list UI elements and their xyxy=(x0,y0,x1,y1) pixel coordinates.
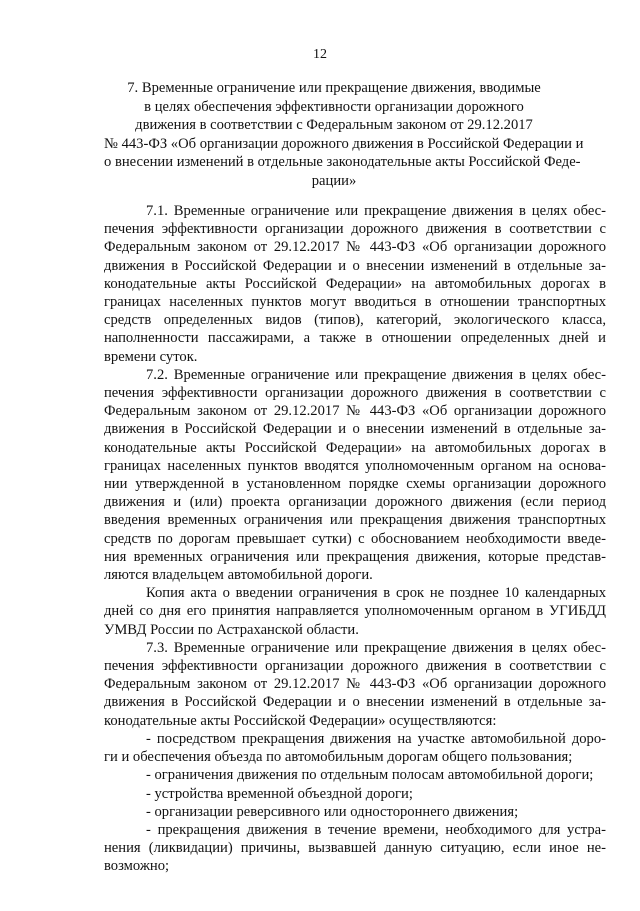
paragraph-7-2 xyxy=(104,366,606,584)
paragraph-act-copy xyxy=(104,584,606,639)
text-line: ния временных ограничения или прекращения движения, которые представ- xyxy=(104,548,606,565)
document-body xyxy=(104,202,606,876)
text-line: нии утвержденной в установленном порядке схемы организации дорожного xyxy=(104,476,606,493)
text-line: печения эффективности организации дорожного движения в соответствии с xyxy=(104,385,606,402)
text-line: ляются владельцем автомобильной дороги. xyxy=(104,567,373,584)
list-item xyxy=(104,766,606,784)
text-line: дней со дня его принятия направляется уполномоченным органом в УГИБДД xyxy=(104,603,606,620)
page-number: 12 xyxy=(313,47,327,62)
list-item xyxy=(104,730,606,766)
text-line: УМВД России по Астраханской области. xyxy=(104,621,359,638)
text-line: движения и (или) проекта организации дорожного движения (если период xyxy=(104,494,606,511)
text-line: конодательные акты Российской Федерации» на автомобильных дорогах в xyxy=(104,275,606,292)
text-line: печения эффективности организации дорожного движения в соответствии с xyxy=(104,221,606,238)
heading-line: рации» xyxy=(311,172,357,189)
text-line: введения временных ограничения или прекращения движения транспортных xyxy=(104,512,606,529)
text-line: движения в Российской Федерации и о внесении изменений в отдельные за- xyxy=(104,257,606,274)
text-line: Копия акта о введении ограничения в срок не позднее 10 календарных xyxy=(146,585,606,602)
paragraph-7-3 xyxy=(104,639,606,730)
text-line: 7.1. Временные ограничение или прекращение движения в целях обес- xyxy=(146,203,606,219)
text-line: движения в Российской Федерации и о внесении изменений в отдельные за- xyxy=(104,694,606,711)
text-line: - организации реверсивного или одностороннего движения; xyxy=(146,803,519,820)
text-line: печения эффективности организации дорожного движения в соответствии с xyxy=(104,658,606,675)
text-line: - прекращения движения в течение времени, необходимого для устра- xyxy=(146,821,606,838)
heading-line: 7. Временные ограничение или прекращение движения, вводимые xyxy=(127,80,541,96)
text-line: движения в Российской Федерации и о внесении изменений в отдельные за- xyxy=(104,421,606,438)
text-line: Федеральным законом от 29.12.2017 № 443-ФЗ «Об организации дорожного xyxy=(104,676,606,693)
heading-line: в целях обеспечения эффективности организации дорожного xyxy=(144,98,524,115)
text-line: Федеральным законом от 29.12.2017 № 443-ФЗ «Об организации дорожного xyxy=(104,403,606,420)
list-item xyxy=(104,785,606,803)
text-line: - ограничения движения по отдельным полосам автомобильной дороги; xyxy=(146,767,594,784)
text-line: возможно; xyxy=(104,858,170,875)
heading-line: о внесении изменений в отдельные законодательные акты Российской Феде- xyxy=(104,154,581,171)
text-line: конодательные акты Российской Федерации» на автомобильных дорогах в xyxy=(104,439,606,456)
section-heading xyxy=(104,79,584,191)
heading-line: № 443-ФЗ «Об организации дорожного движения в Российской Федерации и xyxy=(104,135,584,152)
text-line: нения (ликвидации) причины, вызвавшей данную ситуацию, если иное не- xyxy=(104,840,606,857)
list-item xyxy=(104,821,606,876)
text-line: ги и обеспечения объезда по автомобильным дорогам общего пользования; xyxy=(104,749,573,766)
text-line: 7.3. Временные ограничение или прекращение движения в целях обес- xyxy=(146,639,606,656)
text-line: - устройства временной объездной дороги; xyxy=(146,785,413,802)
list-item xyxy=(104,803,606,821)
text-line: границах населенных пунктов могут вводиться в отношении транспортных xyxy=(104,294,606,311)
text-line: времени суток. xyxy=(104,348,198,365)
text-line: средств по дорогам превышает сутки) с обоснованием необходимости введе- xyxy=(104,530,606,547)
text-line: Федеральным законом от 29.12.2017 № 443-ФЗ «Об организации дорожного xyxy=(104,239,606,256)
text-line: наполненности пассажирами, а также в отношении определенных дней и xyxy=(104,330,606,347)
text-line: средств определенных видов (типов), категорий, экологического класса, xyxy=(104,312,606,329)
text-line: границах населенных пунктов вводятся уполномоченным органом на основа- xyxy=(104,457,606,474)
text-line: конодательные акты Российской Федерации» осуществляются: xyxy=(104,712,497,729)
heading-line: движения в соответствии с Федеральным законом от 29.12.2017 xyxy=(135,117,533,134)
paragraph-7-1 xyxy=(104,202,606,366)
text-line: - посредством прекращения движения на участке автомобильной доро- xyxy=(146,730,606,747)
text-line: 7.2. Временные ограничение или прекращение движения в целях обес- xyxy=(146,366,606,383)
